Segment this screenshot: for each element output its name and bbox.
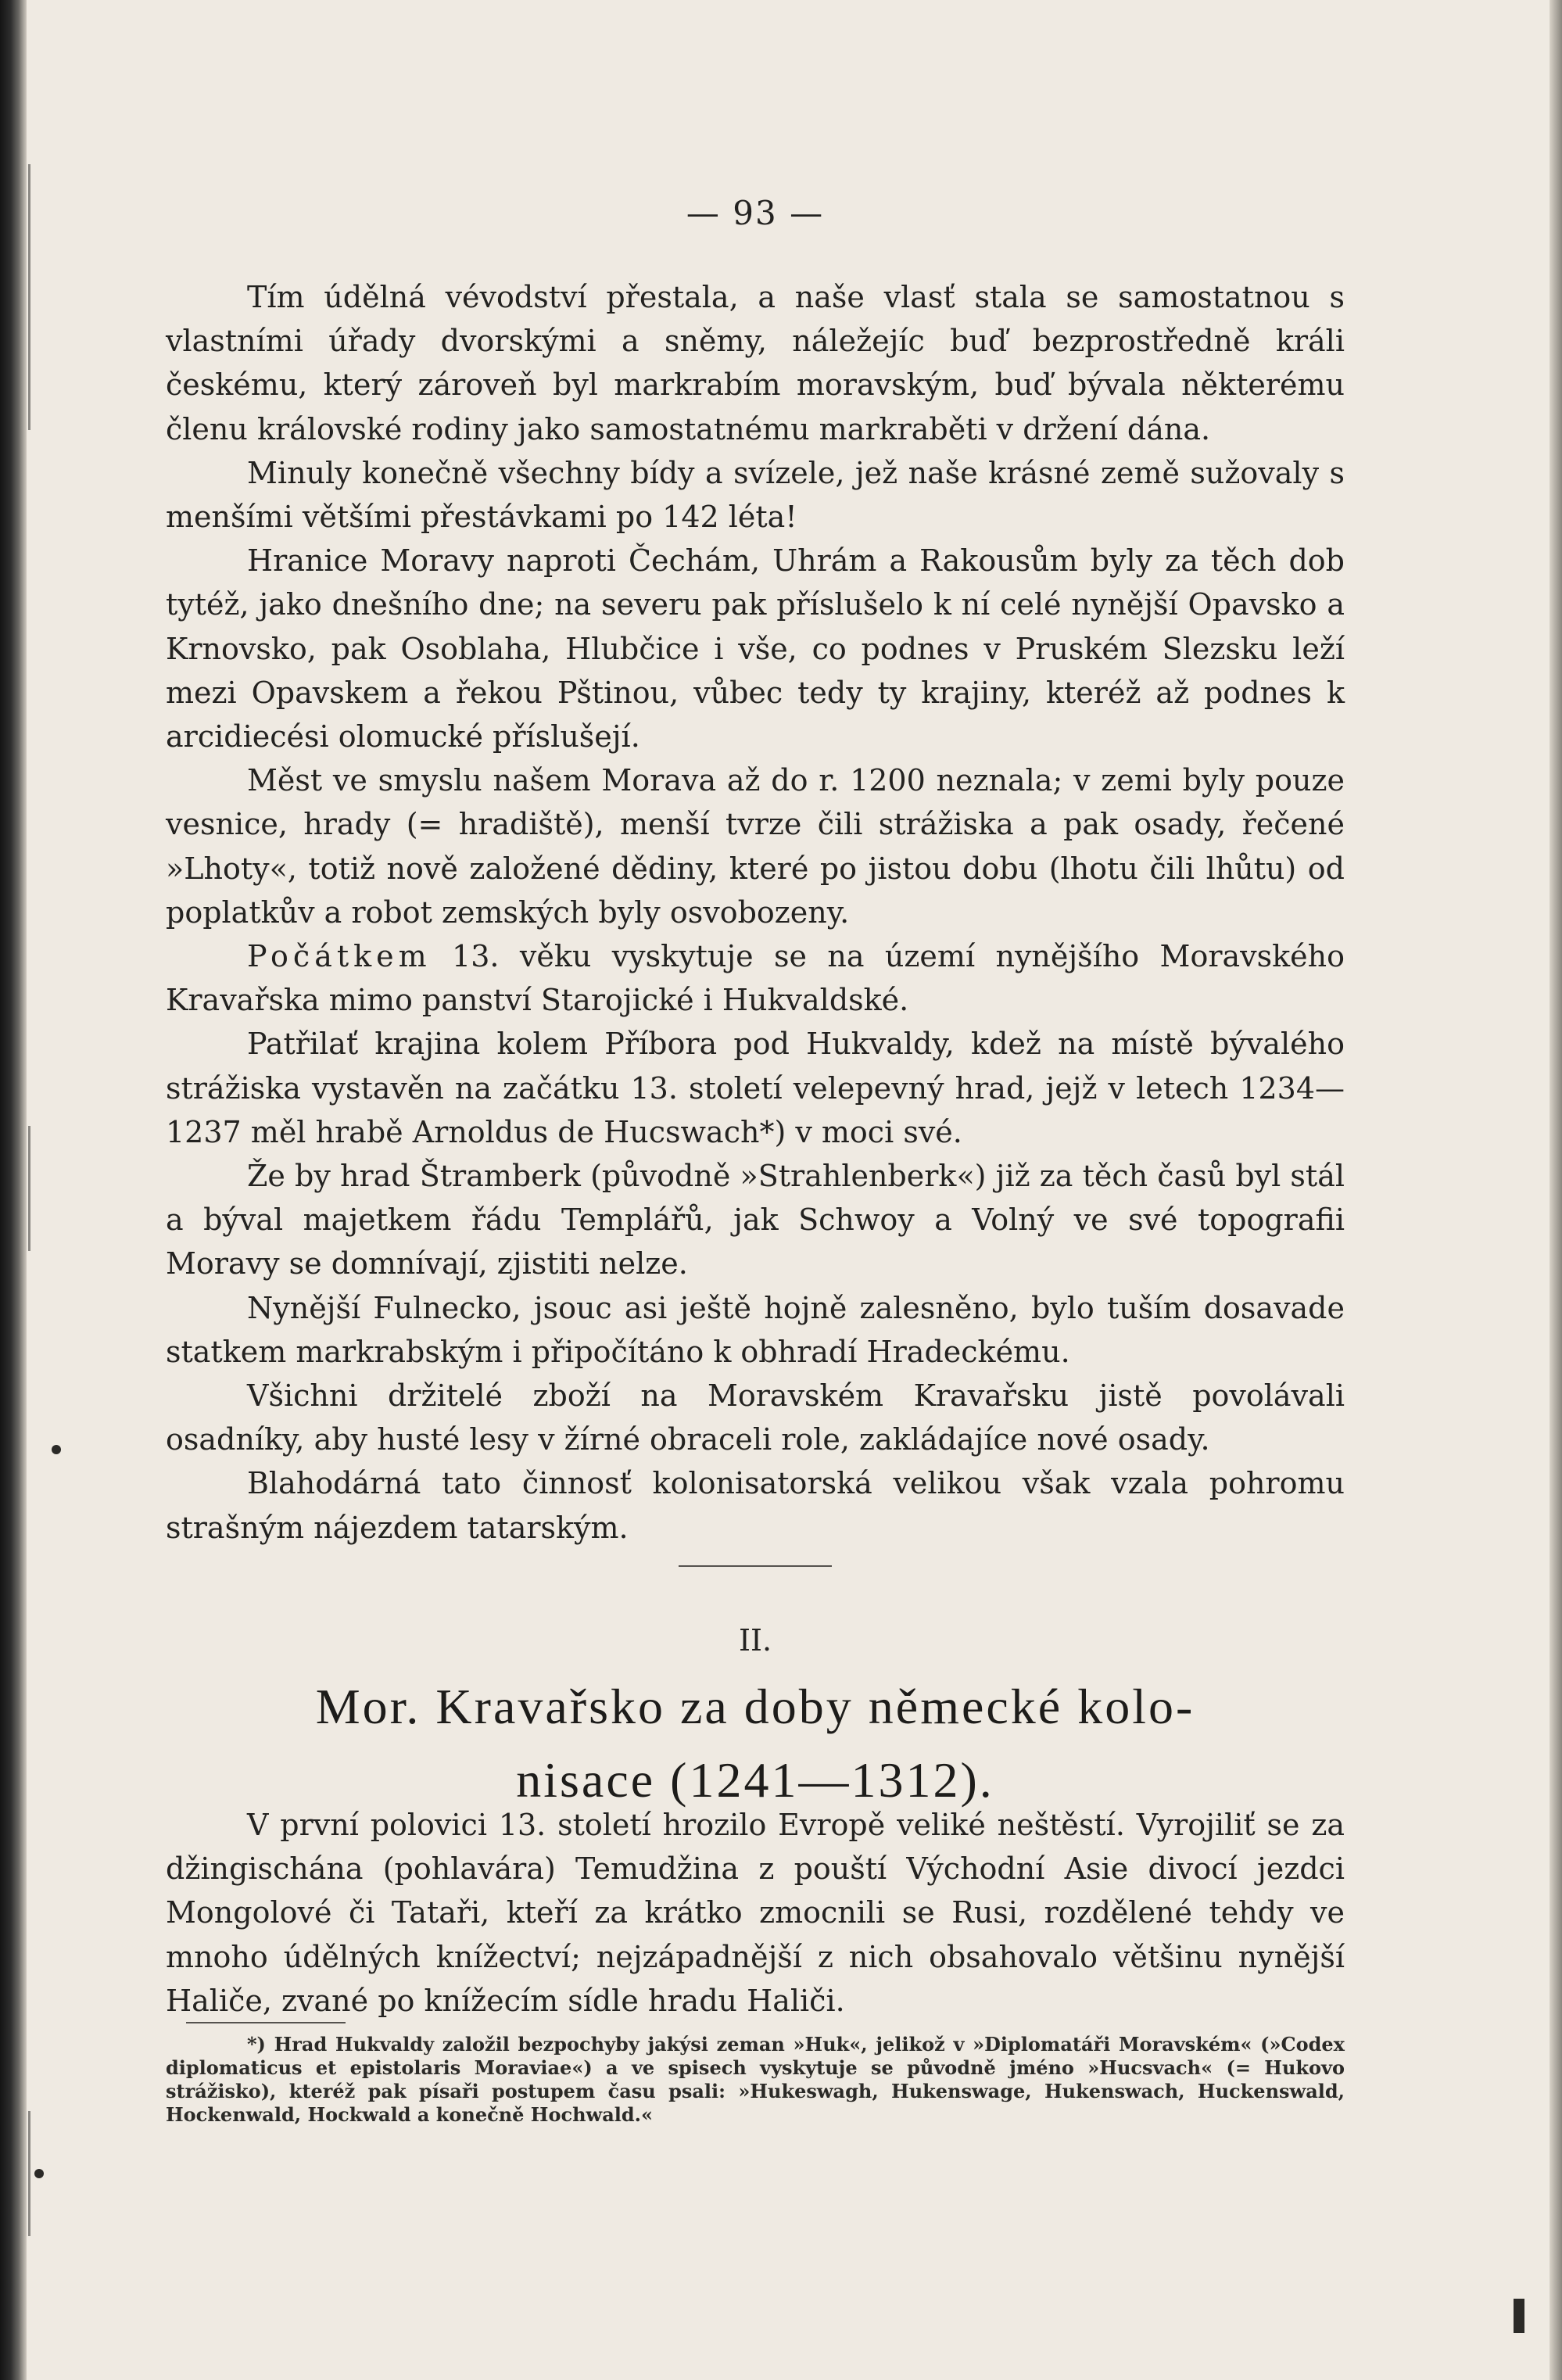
section-text bbox=[166, 1803, 1345, 2023]
section-title-line: nisace (1241—1312). bbox=[516, 1752, 994, 1808]
paragraph: Patřilať krajina kolem Příbora pod Hukvaldy, kdež na místě bývalého strážiska vystavěn na začátku 13. století velepevný hrad, jejž v letech 1234—1237 měl hrabě Arnoldus de Hucswach*) v moci své. bbox=[166, 1027, 1345, 1149]
section-divider bbox=[679, 1565, 832, 1567]
margin-mark bbox=[28, 1126, 30, 1251]
margin-mark bbox=[28, 2111, 30, 2236]
margin-dot bbox=[34, 2169, 44, 2178]
paragraph: Nynější Fulnecko, jsouc asi ještě hojně zalesněno, bylo tuším dosavade statkem markrabským i připočítáno k obhradí Hradeckému. bbox=[166, 1290, 1345, 1369]
paragraph bbox=[166, 934, 1345, 1022]
page-number: — 93 — bbox=[686, 194, 825, 232]
spaced-word: Počátkem bbox=[247, 939, 432, 974]
page-edge-shadow bbox=[1549, 0, 1562, 2380]
corner-mark bbox=[1514, 2299, 1524, 2333]
paragraph: Hranice Moravy naproti Čechám, Uhrám a Rakousům byly za těch dob tytéž, jako dnešního dne; na severu pak příslušelo k ní celé nynější Opavsko a Krnovsko, pak Osoblaha, Hlubčice i vše, co podnes v Pruském Slezsku leží mezi Opavskem a řekou Pštinou, vůbec tedy ty krajiny, kteréž až podnes k arcidiecési olomucké příslušejí. bbox=[166, 543, 1345, 755]
main-text bbox=[166, 275, 1345, 1550]
paragraph: Blahodárná tato činnosť kolonisatorská velikou však vzala pohromu strašným nájezdem tatarským. bbox=[166, 1466, 1345, 1545]
section-number: II. bbox=[738, 1623, 772, 1658]
paragraph: Všichni držitelé zboží na Moravském Kravařsku jistě povolávali osadníky, aby husté lesy v žírné obraceli role, zakládajíce nové osady. bbox=[166, 1378, 1345, 1457]
footnote-text: *) Hrad Hukvaldy založil bezpochyby jakýsi zeman »Huk«, jelikož v »Diplomatáři Moravském« (»Codex diplomaticus et epistolaris Moraviae«) a ve spisech vyskytuje se původně jméno »Hucsvach« (= Hukovo strážisko), kteréž pak písaři postupem času psali: »Hukeswagh, Hukenswage, Hukenswach, Huckenswald, Hockenwald, Hockwald a konečně Hochwald.« bbox=[166, 2033, 1345, 2126]
paragraph: Minuly konečně všechny bídy a svízele, jež naše krásné země sužovaly s menšími většími přestávkami po 142 léta! bbox=[166, 455, 1345, 535]
section-title-line: Mor. Kravařsko za doby německé kolo- bbox=[315, 1679, 1195, 1734]
paragraph: Měst ve smyslu našem Morava až do r. 1200 neznala; v zemi byly pouze vesnice, hrady (= hradiště), menší tvrze čili strážiska a pak osady, řečené »Lhoty«, totiž nově založené dědiny, které po jistou dobu (lhotu čili lhůtu) od poplatkův a robot zemských byly osvobozeny. bbox=[166, 763, 1345, 930]
footnote-indent bbox=[166, 2033, 247, 2056]
paragraph: V první polovici 13. století hrozilo Evropě veliké neštěstí. Vyrojiliť se za džingischána (pohlavára) Temudžina z pouští Východní Asie divocí jezdci Mongolové či Tataři, kteří za krátko zmocnili se Rusi, rozdělené tehdy ve mnoho údělných knížectví; nejzápadnější z nich obsahovalo většinu nynější Haliče, zvané po knížecím sídle hradu Haliči. bbox=[166, 1808, 1345, 2018]
paragraph: Tím údělná vévodství přestala, a naše vlasť stala se samostatnou s vlastními úřady dvorskými a sněmy, náležejíc buď bezprostředně králi českému, který zároveň byl markrabím moravským, buď bývala některému členu královské rodiny jako samostatnému markraběti v držení dána. bbox=[166, 280, 1345, 446]
book-page bbox=[166, 0, 1345, 2380]
paragraph: Že by hrad Štramberk (původně »Strahlenberk«) již za těch časů byl stál a býval majetkem řádu Templářů, jak Schwoy a Volný ve své topografii Moravy se domnívají, zjistiti nelze. bbox=[166, 1159, 1345, 1281]
footnote-divider bbox=[186, 2022, 346, 2023]
paragraph-rest: 13. věku vyskytuje se na území nynějšího Moravského Kravařska mimo panství Starojické i Hukvaldské. bbox=[166, 939, 1345, 1018]
book-binding-shadow bbox=[0, 0, 27, 2380]
section-title bbox=[166, 1670, 1345, 1817]
margin-mark bbox=[28, 164, 30, 430]
footnote bbox=[166, 2033, 1345, 2127]
margin-dot bbox=[52, 1445, 61, 1454]
